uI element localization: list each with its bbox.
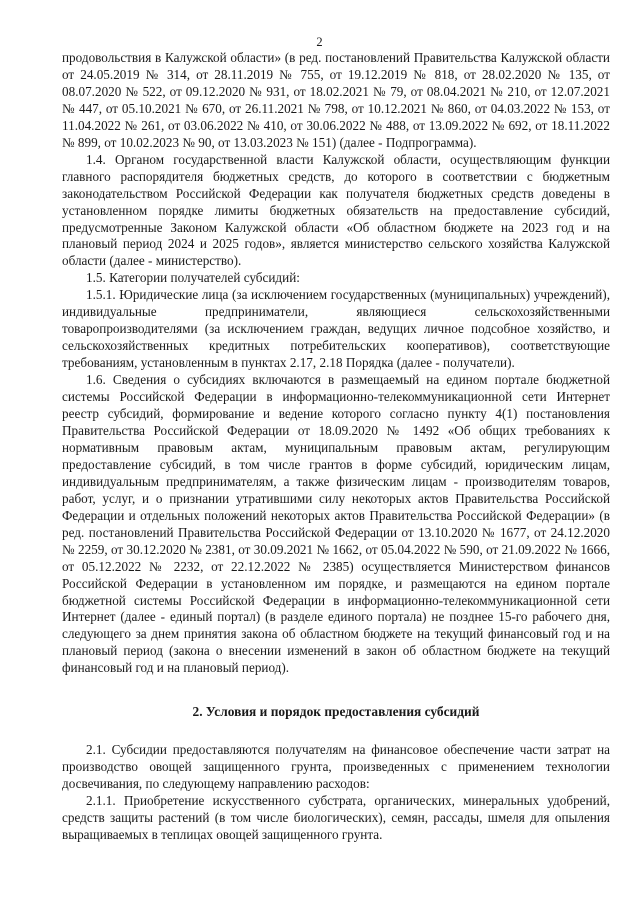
paragraph-1-5: 1.5. Категории получателей субсидий: <box>86 270 300 286</box>
section-heading: 2. Условия и порядок предоставления субсидий <box>192 704 480 720</box>
page-number: 2 <box>316 35 323 49</box>
paragraph-1-6: 1.6. Сведения о субсидиях включаются в размещаемый на едином портале бюджетной системы Российской Федерации в информационно-телекоммуникационной сети Интернет реестр субсидий, формирование и ведение которого согласно пункту 4(1) постановления Правительства Российской Федерации от 18.09.2020 № 1492 «Об общих требованиях к нормативным правовым актам, муниципальным правовым актам, регулирующим предоставление субсидий, в том числе грантов в форме субсидий, юридическим лицам, индивидуальным предпринимателям, а также физическим лицам - производителям товаров, работ, услуг, и о признании утратившими силу некоторых актов Правительства Российской Федерации и отдельных положений некоторых актов Правительства Российской Федерации» (в ред. постановлений Правительства Российской Федерации от 13.10.2020 № 1677, от 24.12.2020 № 2259, от 30.12.2020 № 2381, от 30.09.2021 № 1662, от 05.04.2022 № 590, от 21.09.2022 № 1666, от 05.12.2022 № 2232, от 22.12.2022 № 2385) осуществляется Министерством финансов Российской Федерации в установленном им порядке, и размещаются на едином портале бюджетной системы Российской Федерации в информационно-телекоммуникационной сети Интернет (далее - единый портал) (в разделе единого портала) не позднее 15-го рабочего дня, следующего за днем принятия закона об областном бюджете на текущий финансовый год и на плановый период (закона о внесении изменений в закон об областном бюджете на текущий финансовый год и на плановый период). <box>62 372 610 676</box>
paragraph-2-1-1: 2.1.1. Приобретение искусственного субстрата, органических, минеральных удобрений, средств защиты растений (в том числе биологических), семян, рассады, шмеля для опыления выращиваемых в теплицах овощей защищенного грунта. <box>62 793 610 843</box>
document-body <box>62 50 610 844</box>
paragraph-1-3-continuation: продовольствия в Калужской области» (в ред. постановлений Правительства Калужской области от 24.05.2019 № 314, от 28.11.2019 № 755, от 19.12.2019 № 818, от 28.02.2020 № 135, от 08.07.2020 № 522, от 09.12.2020 № 931, от 18.02.2021 № 79, от 08.04.2021 № 210, от 12.07.2021 № 447, от 05.10.2021 № 670, от 26.11.2021 № 798, от 10.12.2021 № 860, от 04.03.2022 № 153, от 11.04.2022 № 261, от 03.06.2022 № 410, от 30.06.2022 № 488, от 13.09.2022 № 692, от 18.11.2022 № 899, от 10.02.2023 № 90, от 13.03.2023 № 151) (далее - Подпрограмма). <box>62 50 610 150</box>
paragraph-1-5-1: 1.5.1. Юридические лица (за исключением государственных (муниципальных) учреждений), индивидуальные предприниматели, являющиеся сельскохозяйственными товаропроизводителями (за исключением граждан, ведущих личное подсобное хозяйство, и сельскохозяйственных кредитных потребительских кооперативов), соответствующие требованиям, установленным в пунктах 2.17, 2.18 Порядка (далее - получатели). <box>62 287 610 371</box>
paragraph-2-1: 2.1. Субсидии предоставляются получателям на финансовое обеспечение части затрат на производство овощей защищенного грунта, произведенных с применением технологии досвечивания, по следующему направлению расходов: <box>62 742 610 792</box>
paragraph-1-4: 1.4. Органом государственной власти Калужской области, осуществляющим функции главного распорядителя бюджетных средств, до которого в соответствии с бюджетным законодательством Российской Федерации как получателя бюджетных средств доведены в установленном порядке лимиты бюджетных обязательств на предоставление субсидий, предусмотренные Законом Калужской области «Об областном бюджете на 2023 год и на плановый период 2024 и 2025 годов», является министерство сельского хозяйства Калужской области (далее - министерство). <box>62 151 610 269</box>
